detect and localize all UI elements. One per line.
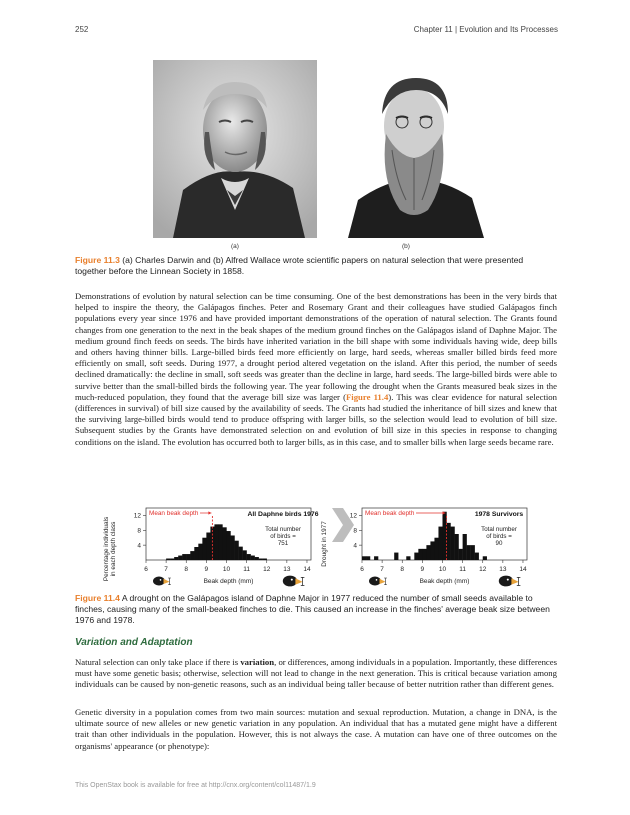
histogram-bar bbox=[430, 541, 434, 560]
figure-11-3-label: Figure 11.3 bbox=[75, 255, 120, 265]
chart-title: 1978 Survivors bbox=[474, 511, 524, 518]
x-tick-label: 7 bbox=[164, 566, 168, 573]
paragraph-finch-demonstration bbox=[75, 291, 557, 448]
x-tick-label: 9 bbox=[420, 566, 425, 573]
x-tick-label: 10 bbox=[222, 566, 231, 573]
x-axis-label: Beak depth (mm) bbox=[419, 578, 470, 585]
histogram-1976 bbox=[134, 508, 319, 586]
histogram-bar bbox=[239, 547, 243, 560]
figure-11-4-caption-text: A drought on the Galápagos island of Daphne Major in 1977 reduced the number of small seeds available to finches, causing many of the small-beaked finches to die. This caused an increase in the finches' average beak size between 1976 and 1978. bbox=[75, 593, 550, 625]
y-tick-label: 8 bbox=[353, 527, 357, 535]
x-tick-label: 14 bbox=[303, 566, 311, 573]
y-tick-label: 12 bbox=[133, 512, 141, 520]
x-tick-label: 6 bbox=[360, 566, 364, 573]
histogram-bar bbox=[194, 547, 198, 560]
total-note-line3: 90 bbox=[495, 540, 503, 547]
y-tick-label: 8 bbox=[137, 527, 141, 535]
total-note-line2: of birds = bbox=[486, 533, 512, 540]
paragraph-text: Natural selection can only take place if there is bbox=[75, 657, 241, 667]
paragraph-text: Demonstrations of evolution by natural selection can be time consuming. One of the best demonstrations has been in the very birds that helped to inspire the theory, the Galápagos finches. Peter and Rosemary Grant and their colleagues have studied Galápagos finch populations every year since 1976 and have provided important demonstrations of the operation of natural selection. The Grants found changes from one generation to the next in the beak shapes of the medium ground finches on the Galápagos island of Daphne Major. The medium ground finch feeds on seeds. The birds have inherited variation in the bill shape with some individuals having wide, deep bills and others having thinner bills. Large-billed birds feed more efficiently on large, hard seeds, whereas smaller billed birds feed more efficiently on small, soft seeds. During 1977, a drought period altered vegetation on the island. After this period, the number of seeds declined dramatically: the decline in small, soft seeds was greater than the decline in large, hard seeds. The large-billed birds were able to survive better than the small-billed birds the following year. The year following the drought when the Grants measured beak sizes in the much-reduced population, they found that the average bill size was larger ( bbox=[75, 291, 557, 402]
finch-eye bbox=[507, 579, 509, 581]
mean-annotation: Mean beak depth bbox=[365, 510, 415, 517]
histogram-bar bbox=[406, 556, 410, 560]
histogram-bar bbox=[463, 534, 467, 560]
histogram-bar bbox=[438, 527, 442, 560]
histogram-bar bbox=[186, 554, 190, 560]
histogram-bar bbox=[166, 559, 170, 560]
histogram-bar bbox=[414, 553, 418, 560]
histogram-bar bbox=[255, 557, 259, 560]
chapter-running-head: Chapter 11 | Evolution and Its Processes bbox=[413, 25, 558, 34]
histogram-bar bbox=[198, 544, 202, 560]
histogram-bar bbox=[182, 554, 186, 560]
histogram-bar bbox=[459, 549, 463, 560]
page-number: 252 bbox=[75, 25, 89, 34]
histogram-bar bbox=[362, 556, 366, 560]
histogram-bar bbox=[394, 553, 398, 560]
x-tick-label: 8 bbox=[184, 566, 189, 573]
finch-eye bbox=[160, 579, 162, 581]
x-tick-label: 13 bbox=[283, 566, 291, 573]
histogram-bar bbox=[366, 556, 370, 560]
finch-head bbox=[369, 577, 381, 586]
finch-beak bbox=[380, 579, 386, 584]
total-note-line2: of birds = bbox=[270, 533, 296, 540]
histogram-bar bbox=[202, 538, 206, 560]
x-tick-label: 7 bbox=[380, 566, 384, 573]
finch-beak bbox=[164, 579, 170, 584]
finch-head bbox=[283, 576, 297, 587]
histogram-bar bbox=[214, 524, 218, 560]
histogram-bar bbox=[226, 531, 230, 560]
mean-annotation: Mean beak depth bbox=[149, 510, 199, 517]
histogram-bar bbox=[231, 535, 235, 560]
x-tick-label: 13 bbox=[499, 566, 507, 573]
histogram-bar bbox=[243, 550, 247, 560]
histogram-1978 bbox=[350, 508, 527, 586]
figure-11-4-caption bbox=[75, 593, 557, 626]
histogram-bar bbox=[174, 557, 178, 560]
subfigure-label-a: (a) bbox=[231, 243, 239, 250]
histogram-bar bbox=[455, 534, 459, 560]
histogram-bar bbox=[447, 523, 451, 560]
y-tick-label: 4 bbox=[137, 542, 141, 550]
drought-label: Drought in 1977 bbox=[321, 521, 328, 567]
page-footer: This OpenStax book is available for free at http://cnx.org/content/col11487/1.9 bbox=[75, 782, 316, 789]
y-tick-label: 12 bbox=[349, 512, 357, 520]
finch-beak bbox=[295, 578, 302, 584]
histogram-bar bbox=[222, 527, 226, 560]
histogram-bar bbox=[251, 556, 255, 560]
large-beak-finch-icon bbox=[499, 576, 521, 587]
histogram-bar bbox=[206, 533, 210, 560]
paragraph-text: ). This was clear evidence for natural selection (differences in survival) of bill size caused by the availability of seeds. The Grants had studied the inheritance of bill sizes and knew that the surviving large-billed birds would tend to produce offspring with larger bills, so the selection would lead to evolution of bill size. Subsequent studies by the Grants have demonstrated selection on and evolution of bill size in this species in response to changing conditions on the island. The evolution has occurred both to larger bills, as in this case, and to smaller bills when large seeds became rare. bbox=[75, 391, 557, 447]
x-tick-label: 11 bbox=[243, 566, 250, 573]
total-note-line1: Total number bbox=[481, 526, 517, 533]
finch-head bbox=[499, 576, 513, 587]
finch-beak bbox=[511, 578, 518, 584]
histogram-bar bbox=[259, 559, 263, 560]
histogram-bar bbox=[170, 559, 174, 560]
figure-11-3-caption-text: (a) Charles Darwin and (b) Alfred Wallace wrote scientific papers on natural selection that were presented together before the Linnean Society in 1858. bbox=[75, 255, 524, 276]
histogram-bar bbox=[235, 541, 239, 560]
large-beak-finch-icon bbox=[283, 576, 305, 587]
total-note-line3: 751 bbox=[277, 540, 289, 547]
histogram-bar bbox=[418, 549, 422, 560]
histogram-bar bbox=[475, 553, 479, 560]
chart-title: All Daphne birds 1976 bbox=[247, 511, 319, 518]
paragraph-variation bbox=[75, 657, 557, 691]
finch-head bbox=[153, 577, 165, 586]
figure-11-3-caption bbox=[75, 255, 557, 277]
paragraph-text: , or differences, among individuals in a population. Importantly, these differences must have some genetic basis; otherwise, selection will not lead to change in the next generation. This is critical because variation among individuals can be caused by non-genetic reasons, such as an individual being taller because of better nutrition rather than different genes. bbox=[75, 657, 558, 690]
x-tick-label: 12 bbox=[263, 566, 271, 573]
x-tick-label: 8 bbox=[400, 566, 405, 573]
histogram-bar bbox=[190, 551, 194, 560]
histogram-bar bbox=[374, 556, 378, 560]
x-tick-label: 14 bbox=[519, 566, 527, 573]
x-tick-label: 9 bbox=[204, 566, 209, 573]
histogram-bar bbox=[178, 556, 182, 560]
darwin-portrait-photo bbox=[153, 60, 317, 238]
y-tick-label: 4 bbox=[353, 542, 357, 550]
histogram-bar bbox=[218, 524, 222, 560]
figure-11-4-beak-depth-histograms bbox=[100, 504, 530, 590]
figure-11-4-label: Figure 11.4 bbox=[75, 593, 120, 603]
small-beak-finch-icon bbox=[153, 577, 171, 586]
x-tick-label: 6 bbox=[144, 566, 148, 573]
wallace-portrait-engraving bbox=[330, 60, 494, 238]
subfigure-label-b: (b) bbox=[402, 243, 410, 250]
section-heading: Variation and Adaptation bbox=[75, 637, 193, 648]
finch-eye bbox=[291, 579, 293, 581]
total-note-line1: Total number bbox=[265, 526, 301, 533]
small-beak-finch-icon bbox=[369, 577, 387, 586]
figure-11-4-link[interactable]: Figure 11.4 bbox=[345, 391, 389, 402]
key-term-variation: variation bbox=[240, 657, 275, 667]
histogram-bar bbox=[467, 545, 471, 560]
histogram-bar bbox=[434, 538, 438, 560]
paragraph-genetic-diversity: Genetic diversity in a population comes from two main sources: mutation and sexual reproduction. Mutation, a change in DNA, is the ultimate source of new alleles or new genetic variation in any population. An individual that has a mutated gene might have a different trait than other individuals in the population. However, this is not always the case. A mutation can have one of three outcomes on the organisms' appearance (or phenotype): bbox=[75, 707, 557, 751]
histogram-bar bbox=[263, 559, 267, 560]
x-tick-label: 10 bbox=[438, 566, 447, 573]
histogram-bar bbox=[471, 545, 475, 560]
finch-eye bbox=[376, 579, 378, 581]
x-axis-label: Beak depth (mm) bbox=[203, 578, 254, 585]
histogram-bar bbox=[426, 545, 430, 560]
x-tick-label: 11 bbox=[459, 566, 466, 573]
histogram-bar bbox=[422, 549, 426, 560]
histogram-bar bbox=[451, 527, 455, 560]
y-axis-label-line1: Percentage individuals bbox=[103, 516, 110, 582]
histogram-bar bbox=[483, 556, 487, 560]
x-tick-label: 12 bbox=[479, 566, 487, 573]
y-axis-label-line2: in each depth class bbox=[110, 521, 117, 577]
histogram-bar bbox=[247, 554, 251, 560]
